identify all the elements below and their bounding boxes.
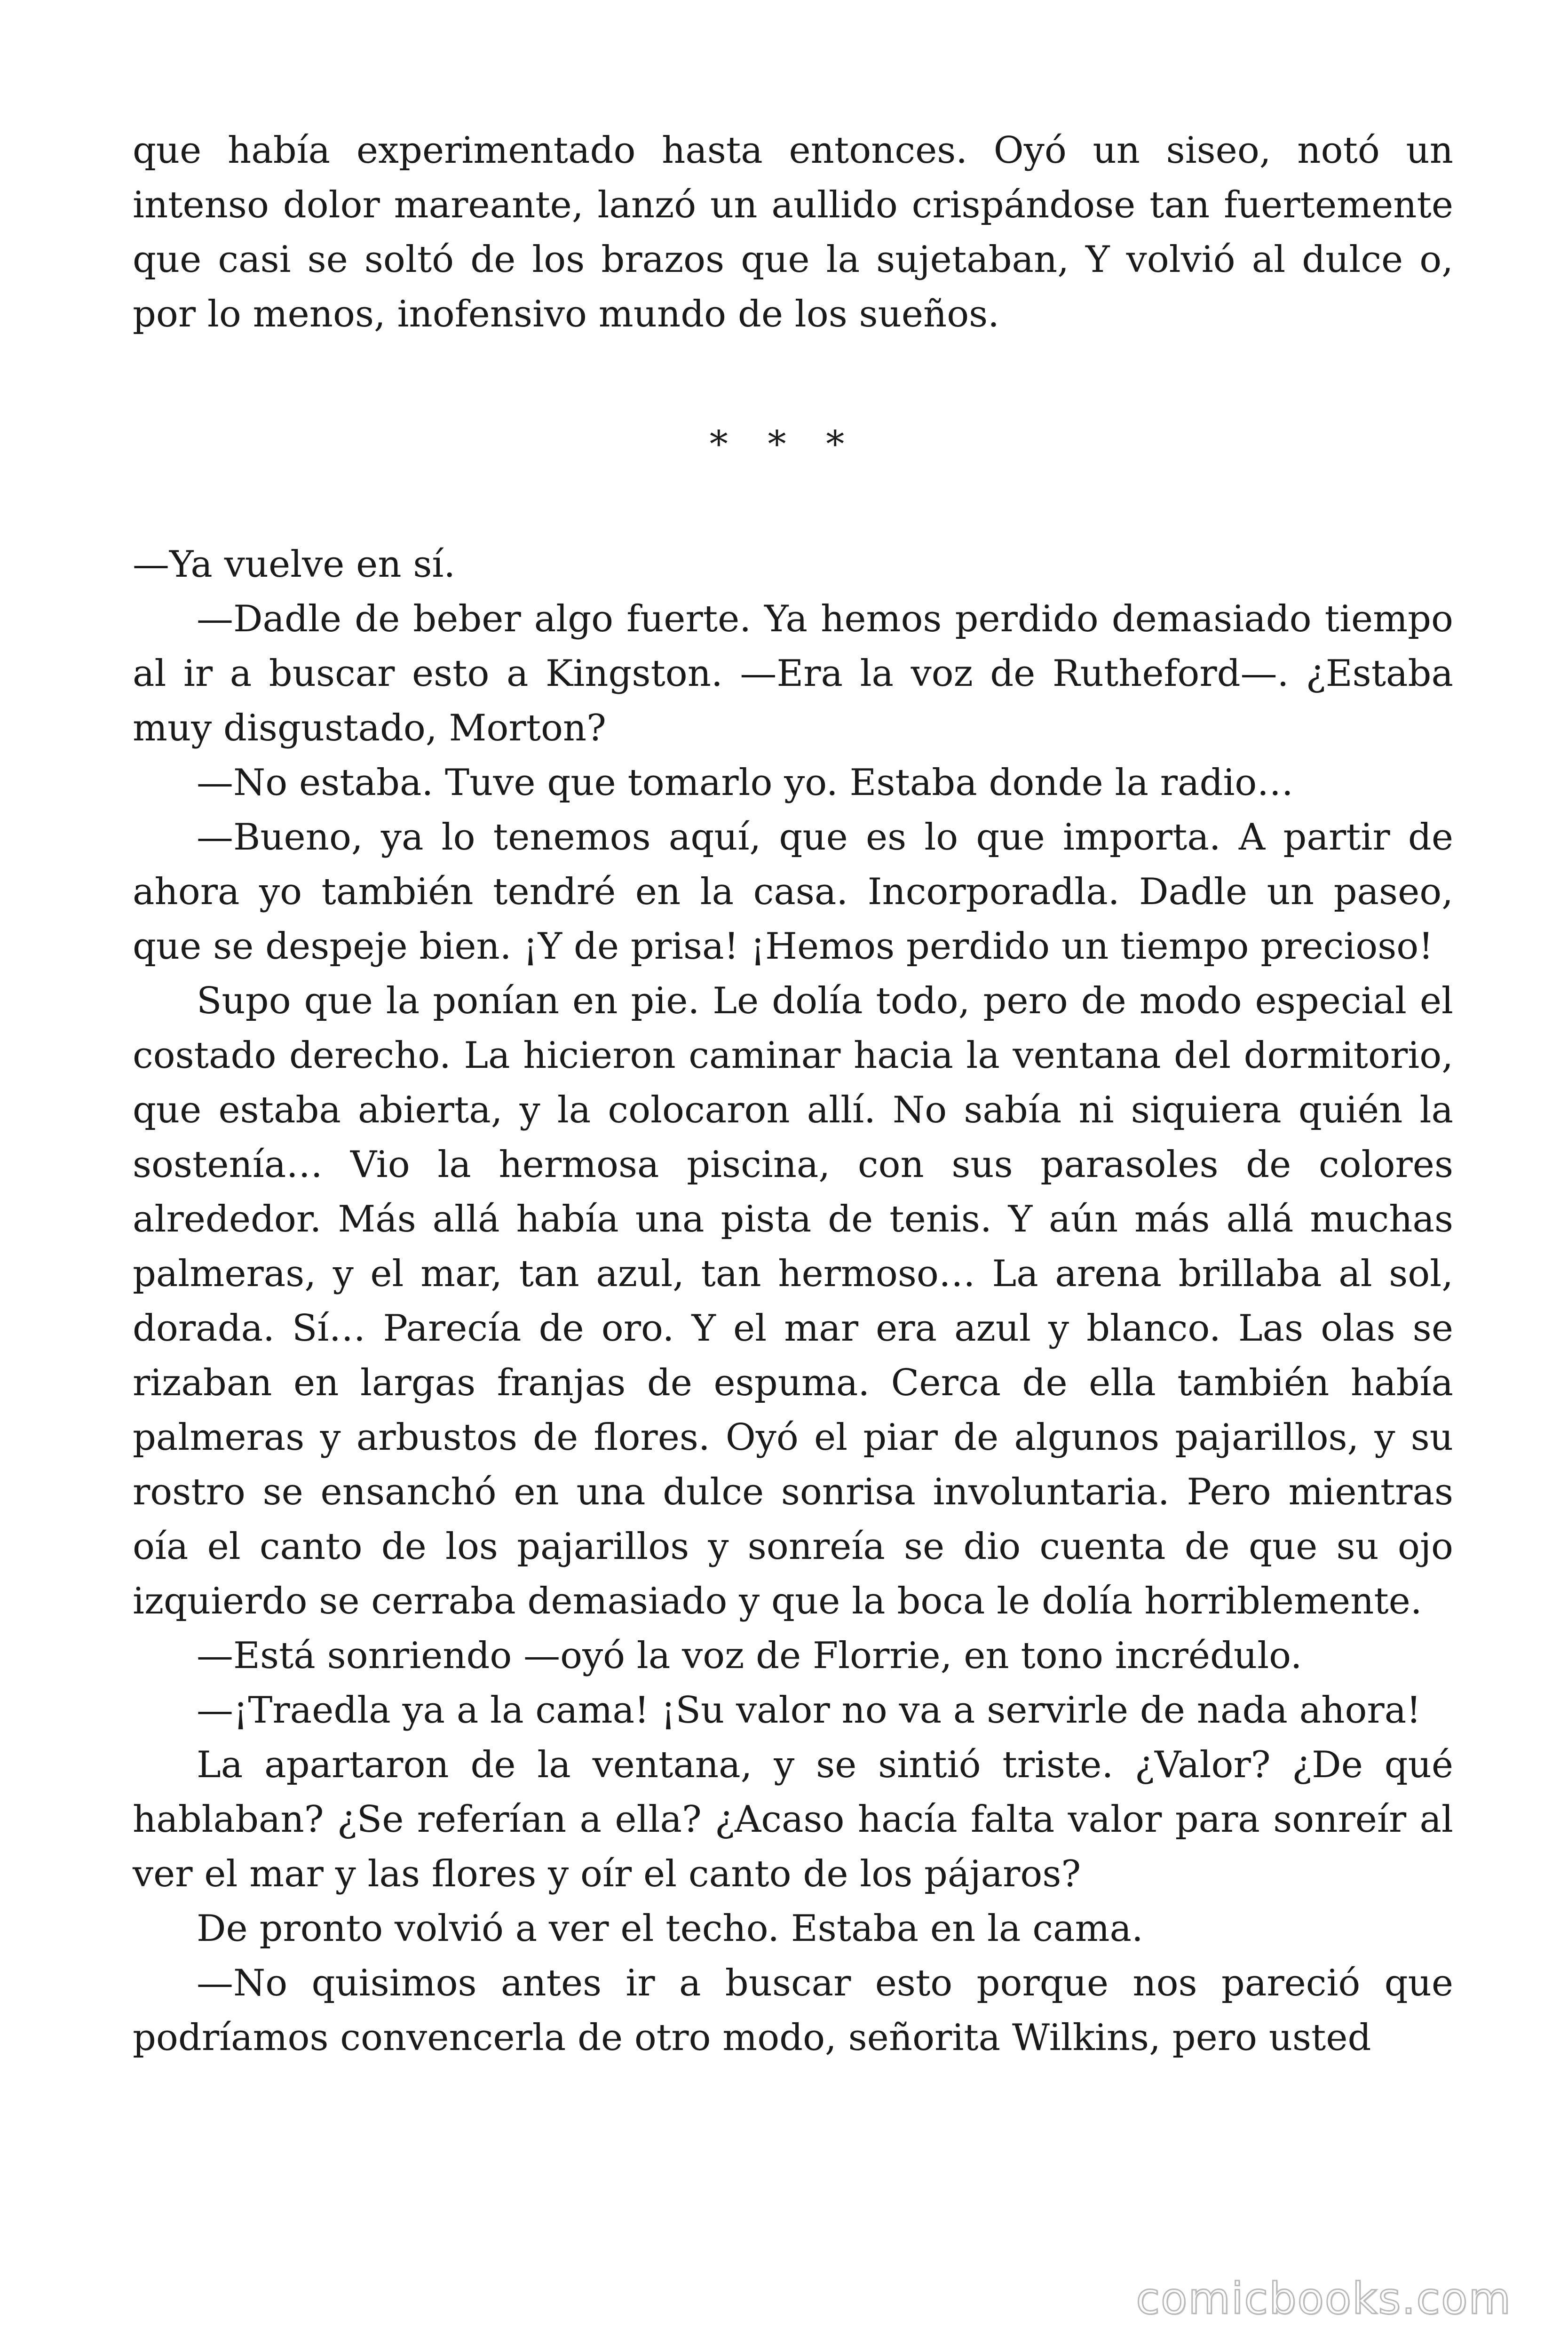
- scene-separator: * * *: [709, 423, 859, 466]
- paragraph: —No quisimos antes ir a buscar esto porque nos pareció que podríamos convencerla de otro modo, señorita Wilkins, pero usted: [133, 1962, 1453, 2059]
- paragraph: Supo que la ponían en pie. Le dolía todo, pero de modo especial el costado derecho. La hicieron caminar hacia la ventana del dormitorio, que estaba abierta, y la colocaron allí. No sabía ni siquiera quién la sostenía… Vio la hermosa piscina, con sus parasoles de colores alrededor. Más allá había una pista de tenis. Y aún más allá muchas palmeras, y el mar, tan azul, tan hermoso… La arena brillaba al sol, dorada. Sí… Parecía de oro. Y el mar era azul y blanco. Las olas se rizaban en largas franjas de espuma. Cerca de ella también había palmeras y arbustos de flores. Oyó el piar de algunos pajarillos, y su rostro se ensanchó en una dulce sonrisa involuntaria. Pero mientras oía el canto de los pajarillos y sonreía se dio cuenta de que su ojo izquierdo se cerraba demasiado y que la boca le dolía horriblemente.: [133, 980, 1453, 1622]
- main-text-block: [133, 537, 1453, 2065]
- paragraph: —Bueno, ya lo tenemos aquí, que es lo que importa. A partir de ahora yo también tendré en la casa. Incorporadla. Dadle un paseo, que se despeje bien. ¡Y de prisa! ¡Hemos perdido un tiempo precioso!: [133, 816, 1453, 968]
- paragraph: De pronto volvió a ver el techo. Estaba en la cama.: [197, 1907, 1143, 1950]
- paragraph: —¡Traedla ya a la cama! ¡Su valor no va a servirle de nada ahora!: [197, 1689, 1421, 1732]
- paragraph-first: —Ya vuelve en sí.: [133, 543, 456, 586]
- paragraph: —Está sonriendo —oyó la voz de Florrie, en tono incrédulo.: [197, 1635, 1302, 1677]
- paragraph: La apartaron de la ventana, y se sintió triste. ¿Valor? ¿De qué hablaban? ¿Se referían a ella? ¿Acaso hacía falta valor para sonreír al ver el mar y las flores y oír el canto de los pájaros?: [133, 1744, 1453, 1895]
- site-watermark: comicbooks.com: [1136, 2273, 1512, 2324]
- paragraph: —Dadle de beber algo fuerte. Ya hemos perdido demasiado tiempo al ir a buscar esto a Kingston. —Era la voz de Rutheford—. ¿Estaba muy disgustado, Morton?: [133, 598, 1453, 749]
- opening-paragraph-block: [133, 123, 1453, 342]
- opening-paragraph: que había experimentado hasta entonces. Oyó un siseo, notó un intenso dolor mareante, lanzó un aullido crispándose tan fuertemente que casi se soltó de los brazos que la sujetaban, Y volvió al dulce o, por lo menos, inofensivo mundo de los sueños.: [133, 129, 1453, 335]
- paragraph: —No estaba. Tuve que tomarlo yo. Estaba donde la radio…: [197, 762, 1294, 804]
